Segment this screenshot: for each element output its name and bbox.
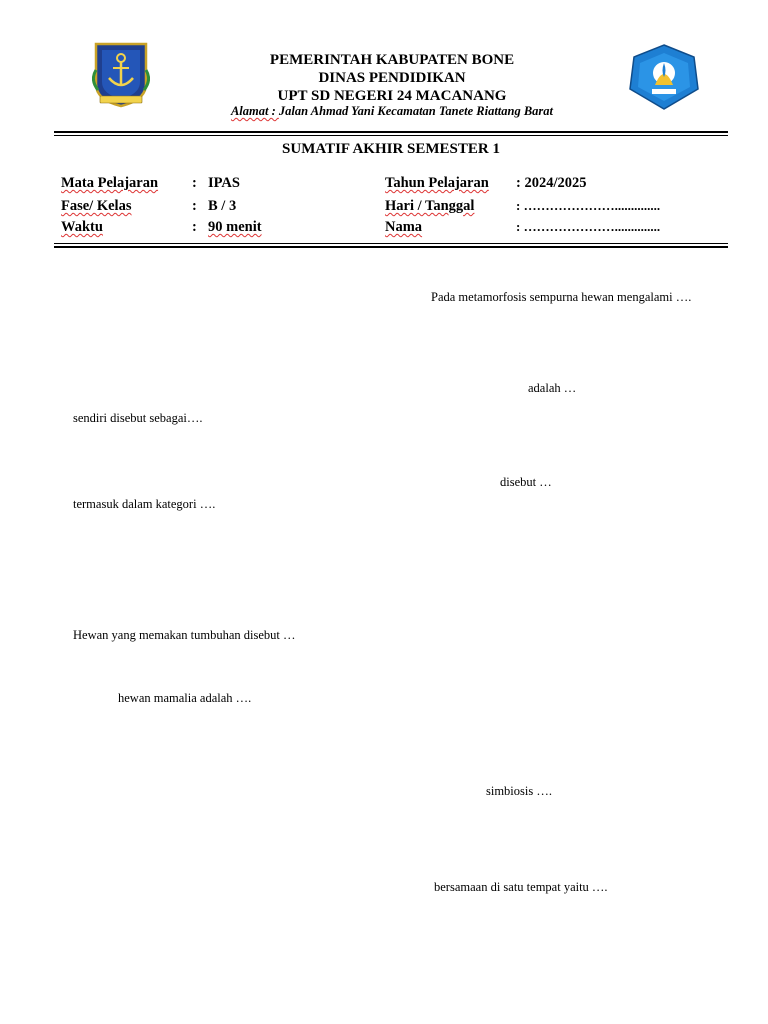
label-hari-tanggal-text: Hari / Tanggal — [385, 198, 475, 214]
address-text: Jalan Ahmad Yani Kecamatan Tanete Riattang Barat — [278, 104, 554, 118]
kabupaten-bone-emblem — [92, 40, 150, 108]
value-tahun-pelajaran: : 2024/2025 — [516, 175, 587, 191]
info-rule-thick — [54, 246, 728, 248]
label-nama-text: Nama — [385, 219, 423, 235]
question-text-5: termasuk dalam kategori …. — [73, 497, 216, 511]
label-mata-pelajaran-text: Mata Pelajaran — [61, 175, 159, 191]
label-tahun-pelajaran-text: Tahun Pelajaran — [385, 175, 489, 191]
label-waktu — [61, 218, 103, 236]
address-prefix: Alamat : — [230, 104, 279, 118]
label-tahun-pelajaran — [385, 174, 489, 192]
header-rule-thin — [54, 135, 728, 136]
label-fase-kelas — [61, 197, 131, 215]
colon-waktu: : — [192, 219, 197, 235]
question-text-1: Pada metamorfosis sempurna hewan mengalami …. — [431, 290, 692, 304]
header-government: PEMERINTAH KABUPATEN BONE — [269, 52, 515, 68]
value-waktu-text: 90 menit — [208, 219, 262, 235]
colon-fase-kelas: : — [192, 198, 197, 214]
colon-mata-pelajaran: : — [192, 175, 197, 191]
label-hari-tanggal — [385, 197, 474, 215]
exam-title: SUMATIF AKHIR SEMESTER 1 — [282, 141, 500, 157]
value-fase-kelas: B / 3 — [208, 198, 237, 214]
question-text-2: adalah … — [528, 381, 577, 395]
value-mata-pelajaran: IPAS — [208, 175, 240, 191]
header-school: UPT SD NEGERI 24 MACANANG — [277, 88, 507, 104]
label-nama — [385, 218, 422, 236]
value-waktu — [208, 218, 262, 236]
question-text-6: Hewan yang memakan tumbuhan disebut … — [73, 628, 296, 642]
header-address — [180, 104, 604, 119]
label-waktu-text: Waktu — [61, 219, 103, 235]
question-text-8: simbiosis …. — [486, 784, 552, 798]
label-mata-pelajaran — [61, 174, 158, 192]
info-rule-thin — [54, 243, 728, 244]
value-nama: : ………………….............. — [516, 219, 661, 234]
question-text-7: hewan mamalia adalah …. — [118, 691, 252, 705]
tut-wuri-handayani-emblem — [628, 43, 700, 111]
header-office: DINAS PENDIDIKAN — [318, 70, 466, 86]
question-text-3: sendiri disebut sebagai…. — [73, 411, 203, 425]
question-text-9: bersamaan di satu tempat yaitu …. — [434, 880, 608, 894]
header-rule-thick — [54, 131, 728, 133]
question-text-4: disebut … — [500, 475, 552, 489]
label-fase-kelas-text: Fase/ Kelas — [61, 198, 132, 214]
value-hari-tanggal: : ………………….............. — [516, 198, 661, 213]
